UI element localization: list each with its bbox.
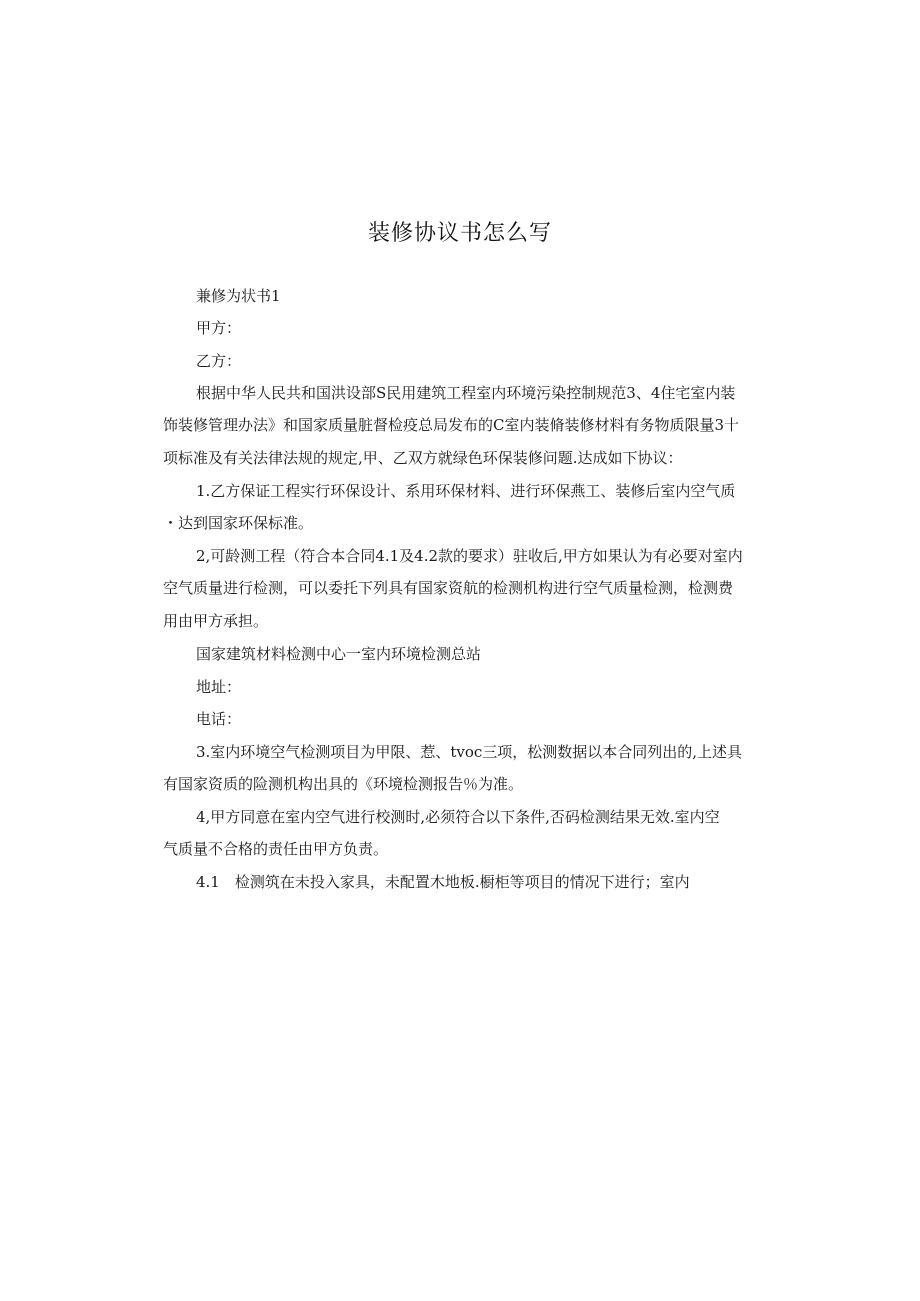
- clause-1-line: 1.乙方保证工程实行环保设计、系用环保材料、进行环保燕工、装修后室内空气质: [196, 482, 736, 500]
- clause-3-line: 3.室内环境空气检测项目为甲限、惹、tvoc三项，松测数据以本合同列出的,上述具: [196, 743, 743, 761]
- clause-4-line: 气质量不合格的责任由甲方负责。: [163, 840, 389, 858]
- clause-2-line: 用由甲方承担。: [163, 612, 269, 630]
- address-line: 地址：: [196, 678, 242, 696]
- clause-1-line: ・达到国家环保标准。: [163, 514, 314, 532]
- clause-2-line: 空气质量进行检测，可以委托下列具有国家资航的检测机构进行空气质量检测，检测费: [163, 579, 734, 597]
- clause-4-1-line: 4.1 检测筑在未投入家具，未配置木地板.橱柜等项目的情况下进行；室内: [196, 873, 690, 891]
- paragraph-line: 根据中华人民共和国洪设部S民用建筑工程室内环境污染控制规范3、4住宅室内装: [196, 384, 736, 402]
- clause-4-line: 4,甲方同意在室内空气进行校测时,必须符合以下条件,否码检测结果无效.室内空: [196, 808, 720, 826]
- doc-heading-line: 兼修为状书1: [196, 287, 281, 305]
- phone-line: 电话：: [196, 710, 242, 728]
- test-center-line: 国家建筑材料检测中心一室内环境检测总站: [196, 645, 482, 663]
- clause-2-line: 2,可龄测工程（符合本合同4.1及4.2款的要求）驻收后,甲方如果认为有必要对室内: [196, 547, 743, 565]
- paragraph-line: 饰装修管理办法》和国家质量脏督检疫总局发布的C室内装脩装修材料有务物质限量3十: [163, 416, 740, 434]
- clause-3-line: 有国家资质的险测机构出具的《环境检测报告％为准。: [163, 775, 524, 793]
- party-a-line: 甲方：: [196, 319, 242, 337]
- party-b-line: 乙方：: [196, 352, 242, 370]
- paragraph-line: 项标准及有关法律法规的规定,甲、乙双方就绿色环保装修问题.达成如下协议：: [163, 449, 683, 467]
- document-title: 装修协议书怎么写: [367, 221, 552, 246]
